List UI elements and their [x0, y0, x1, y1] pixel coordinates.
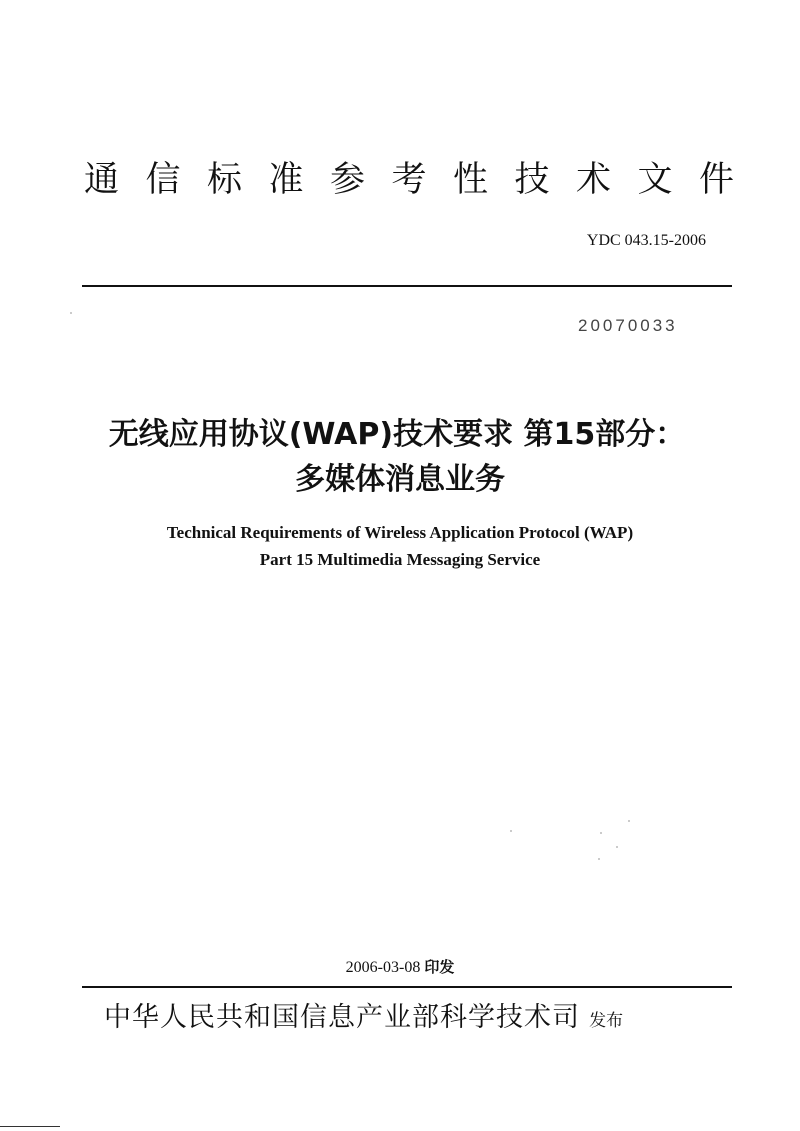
chinese-title-line-2: 多媒体消息业务: [295, 462, 505, 497]
document-type-heading: 通信标准参考性技术文件: [84, 160, 761, 200]
chinese-title-line-1: 无线应用协议(WAP)技术要求 第15部分：: [108, 417, 686, 452]
publisher-name: 中华人民共和国信息产业部科学技术司: [104, 1002, 580, 1033]
document-number: YDC 043.15-2006: [586, 232, 706, 249]
issue-date-value: 2006-03-08: [345, 959, 421, 976]
scan-speck: [510, 830, 512, 832]
scan-edge-mark: [0, 1126, 60, 1127]
issue-date: [0, 956, 800, 977]
top-divider: [82, 285, 732, 287]
english-title-line-1: Technical Requirements of Wireless Application Protocol (WAP): [166, 523, 634, 542]
scan-speck: [616, 846, 618, 848]
publisher-verb: 发布: [589, 1011, 624, 1031]
scan-speck: [598, 858, 600, 860]
scan-speck: [600, 832, 602, 834]
english-title-line-2: Part 15 Multimedia Messaging Service: [259, 550, 541, 569]
archive-stamp: 20070033: [578, 316, 678, 335]
issue-date-suffix: 印发: [424, 958, 455, 976]
bottom-divider: [82, 986, 732, 988]
scan-speck: [70, 312, 72, 314]
publisher-line: [104, 995, 623, 1034]
scan-speck: [628, 820, 630, 822]
